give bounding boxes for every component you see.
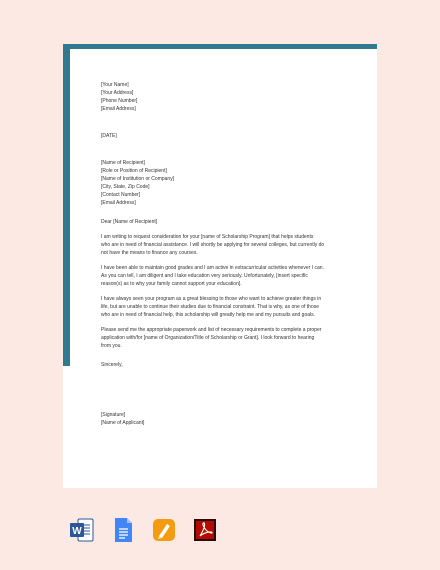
closing-block [101, 361, 351, 369]
word-letter: W [72, 526, 82, 537]
paragraph-line: As you can tell, I am diligent and I take education very seriously. Unfortunately, [insert specific [101, 273, 308, 279]
recipient-line: [Contact Number] [101, 192, 141, 198]
paragraph [101, 233, 351, 257]
sender-line: [Phone Number] [101, 98, 138, 104]
word-icon[interactable] [69, 517, 95, 543]
paragraph-line: not have the means to finance any courses. [101, 250, 198, 256]
letter-body [101, 81, 351, 435]
pages-icon[interactable] [151, 517, 177, 543]
paragraph-line: I have been able to maintain good grades and I am active in extracurricular activities whenever I can. [101, 265, 324, 271]
pdf-icon[interactable] [192, 517, 218, 543]
recipient-block [101, 159, 351, 207]
recipient-line: [Name of Recipient] [101, 160, 145, 166]
paragraph [101, 295, 351, 319]
signature-block [101, 411, 351, 427]
format-icons [69, 517, 218, 543]
recipient-line: [Name of Institution or Company] [101, 176, 175, 182]
sender-line: [Email Address] [101, 106, 136, 112]
paragraph-line: from you. [101, 343, 122, 349]
paragraph-line: Please send me the appropriate paperwork and list of necessary requirements to complete a proper [101, 327, 322, 333]
signature-line: [Name of Applicant] [101, 420, 145, 426]
recipient-line: [Role or Position of Recipient] [101, 168, 167, 174]
side-accent-bar [63, 44, 70, 366]
top-accent-bar [63, 44, 377, 49]
recipient-line: [City, State, Zip Code] [101, 184, 150, 190]
sender-line: [Your Name] [101, 82, 129, 88]
paragraph-line: I am writing to request consideration for your [name of Scholarship Program] that helps students [101, 234, 314, 240]
sender-line: [Your Address] [101, 90, 134, 96]
sender-block [101, 81, 351, 113]
paragraph-line: who are in need of financial assistance. I will shortly be applying for several colleges, but currently do [101, 242, 325, 248]
google-docs-icon[interactable] [110, 517, 136, 543]
paragraph-line: reason(s) as to why your family cannot support your education]. [101, 281, 242, 287]
paragraph-line: who are in need of financial help, this scholarship will greatly help me and my pursuits and goals. [101, 312, 316, 318]
paragraph-line: I have always seen your program as a great blessing to those who want to achieve greater things in [101, 296, 322, 302]
date: [DATE] [101, 133, 117, 139]
salutation: Dear [Name of Recipient] [101, 219, 158, 225]
signature-line: [Signature] [101, 412, 126, 418]
salutation-block [101, 218, 351, 226]
paragraph-line: application with/for [name of Organization/Title of Scholarship or Grant]. I look forward to hearing [101, 335, 315, 341]
closing: Sincerely, [101, 362, 123, 368]
paragraph-line: life, but are unable to continue their studies due to financial constraint. That is why, as one of those [101, 304, 320, 310]
date-block [101, 132, 351, 140]
paragraph [101, 326, 351, 350]
paragraph [101, 264, 351, 288]
recipient-line: [Email Address] [101, 200, 136, 206]
